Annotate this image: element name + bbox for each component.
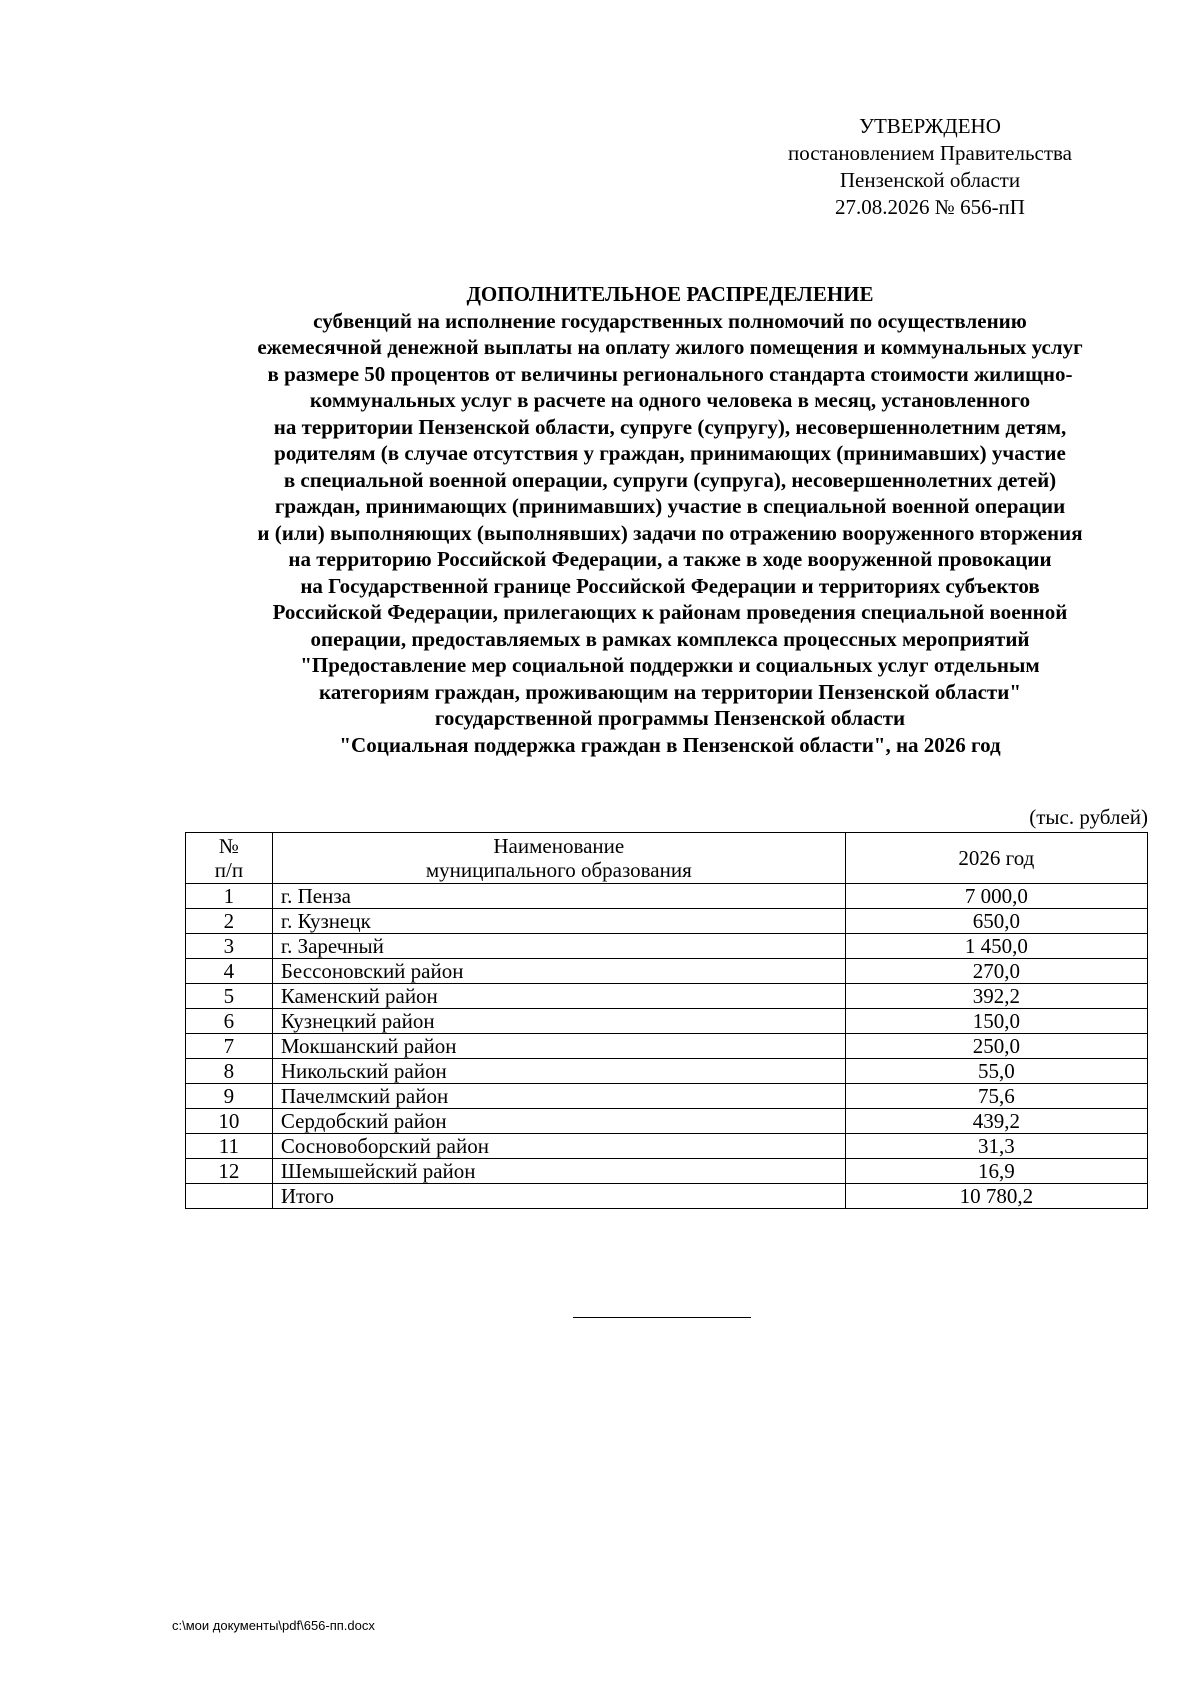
row-number: 8 [186,1059,273,1084]
total-number [186,1184,273,1209]
row-number: 3 [186,934,273,959]
subtitle-line: операции, предоставляемых в рамках комплекса процессных мероприятий [310,626,1030,651]
total-value: 10 780,2 [845,1184,1147,1209]
distribution-table [185,832,1148,1209]
approval-label: УТВЕРЖДЕНО [859,114,1001,138]
header-number [186,833,273,884]
table-row [186,984,1148,1009]
row-name: Сердобский район [272,1109,845,1134]
row-number: 1 [186,884,273,909]
document-title [150,281,1190,758]
file-path-footer: c:\мои документы\pdf\656-пп.docx [172,1618,375,1633]
row-value: 650,0 [845,909,1147,934]
subtitle-line: "Социальная поддержка граждан в Пензенской области", на 2026 год [339,732,1001,757]
table-row [186,934,1148,959]
row-name: Никольский район [272,1059,845,1084]
subtitle-line: категориям граждан, проживающим на территории Пензенской области" [319,679,1021,704]
row-value: 55,0 [845,1059,1147,1084]
row-value: 270,0 [845,959,1147,984]
row-value: 392,2 [845,984,1147,1009]
subtitle-line: ежемесячной денежной выплаты на оплату жилого помещения и коммунальных услуг [257,335,1083,359]
row-value: 16,9 [845,1159,1147,1184]
subtitle-line: на территорию Российской Федерации, а также в ходе вооруженной провокации [288,547,1052,571]
subtitle-line: родителям (в случае отсутствия у граждан, принимающих (принимавших) участие [274,441,1066,465]
row-number: 12 [186,1159,273,1184]
table-row [186,1009,1148,1034]
row-number: 7 [186,1034,273,1059]
row-value: 7 000,0 [845,884,1147,909]
row-name: г. Заречный [272,934,845,959]
approval-stamp [760,113,1100,221]
table-total-row [186,1184,1148,1209]
table-header-row [186,833,1148,884]
row-value: 75,6 [845,1084,1147,1109]
row-number: 6 [186,1009,273,1034]
subtitle-line: в размере 50 процентов от величины регионального стандарта стоимости жилищно- [267,361,1073,386]
row-number: 2 [186,909,273,934]
subtitle-line: граждан, принимающих (принимавших) участие в специальной военной операции [274,494,1066,518]
row-value: 31,3 [845,1134,1147,1159]
row-value: 150,0 [845,1009,1147,1034]
subtitle-line: коммунальных услуг в расчете на одного человека в месяц, установленного [309,388,1031,412]
row-value: 1 450,0 [845,934,1147,959]
row-number: 10 [186,1109,273,1134]
subtitle-line: субвенций на исполнение государственных полномочий по осуществлению [313,308,1027,333]
total-label: Итого [272,1184,845,1209]
subtitle-line: "Предоставление мер социальной поддержки и социальных услуг отдельным [300,653,1040,677]
row-number: 5 [186,984,273,1009]
approval-decree: постановлением Правительства [787,141,1072,165]
row-name: Мокшанский район [272,1034,845,1059]
row-name: г. Кузнецк [272,909,845,934]
header-number-abbr: п/п [214,858,244,882]
closing-divider [573,1317,751,1318]
row-number: 4 [186,959,273,984]
header-name-line2: муниципального образования [425,858,692,882]
approval-date-number: 27.08.2026 № 656-пП [835,195,1025,219]
table-row [186,959,1148,984]
subtitle-line: на территории Пензенской области, супруге (супругу), несовершеннолетним детям, [273,414,1067,439]
table-row [186,884,1148,909]
units-label: (тыс. рублей) [1029,805,1148,829]
subtitle-line: в специальной военной операции, супруги (супруга), несовершеннолетних детей) [283,467,1057,492]
header-number-symbol: № [218,834,239,858]
table-row [186,1034,1148,1059]
table-row [186,1134,1148,1159]
row-name: Бессоновский район [272,959,845,984]
subtitle-line: Российской Федерации, прилегающих к районам проведения специальной военной [272,600,1068,624]
subtitle-line: и (или) выполняющих (выполнявших) задачи по отражению вооруженного вторжения [257,520,1083,545]
table-row [186,1109,1148,1134]
table-row [186,909,1148,934]
row-number: 9 [186,1084,273,1109]
row-name: Кузнецкий район [272,1009,845,1034]
row-value: 439,2 [845,1109,1147,1134]
approval-region: Пензенской области [839,168,1021,192]
header-name-line1: Наименование [493,834,625,858]
subtitle-line: на Государственной границе Российской Федерации и территориях субъектов [300,573,1040,598]
document-heading: ДОПОЛНИТЕЛЬНОЕ РАСПРЕДЕЛЕНИЕ [466,282,874,306]
row-number: 11 [186,1134,273,1159]
header-year: 2026 год [845,833,1147,884]
table-row [186,1159,1148,1184]
table-row [186,1084,1148,1109]
table-row [186,1059,1148,1084]
row-name: Каменский район [272,984,845,1009]
row-name: г. Пенза [272,884,845,909]
header-name [272,833,845,884]
row-name: Пачелмский район [272,1084,845,1109]
row-name: Шемышейский район [272,1159,845,1184]
row-name: Сосновоборский район [272,1134,845,1159]
subtitle-line: государственной программы Пензенской области [434,706,906,730]
row-value: 250,0 [845,1034,1147,1059]
